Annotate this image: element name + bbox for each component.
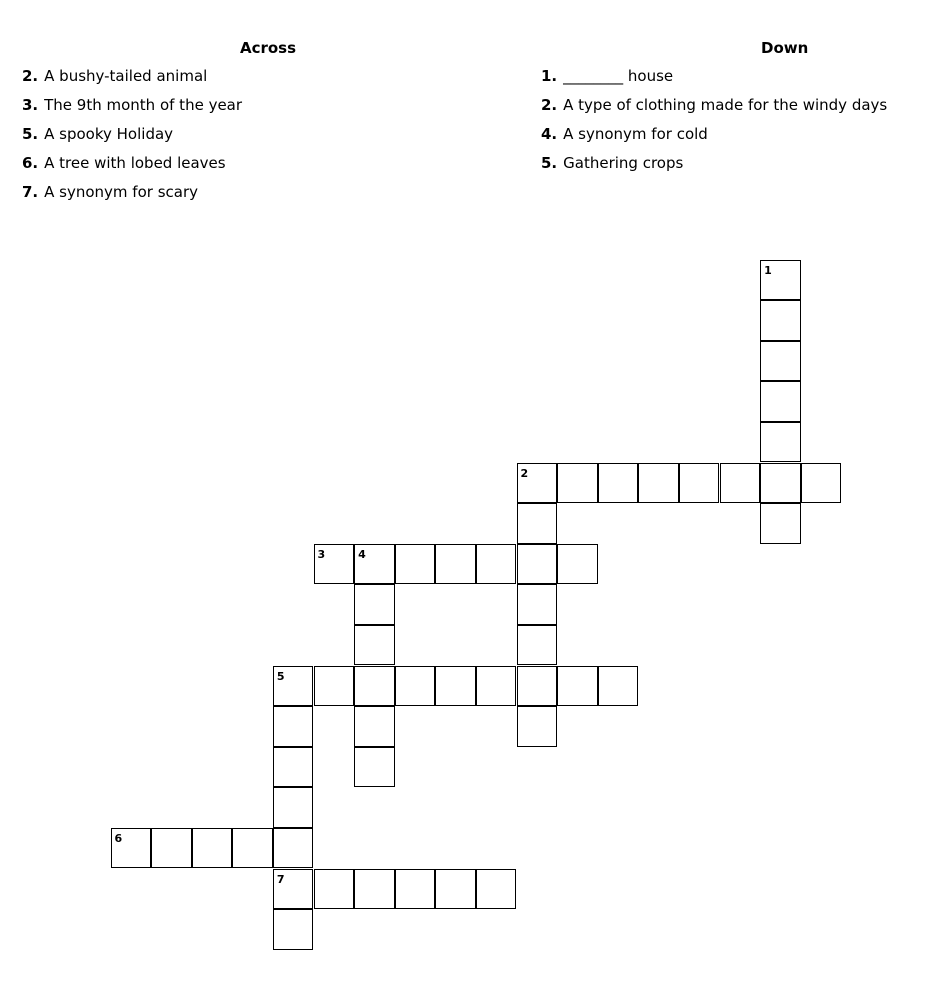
crossword-cell[interactable] (760, 300, 801, 341)
crossword-cell[interactable] (760, 341, 801, 382)
crossword-cell[interactable] (354, 666, 395, 707)
clue-number: 1. (541, 67, 558, 85)
crossword-cell[interactable] (192, 828, 233, 869)
crossword-cell[interactable] (720, 463, 761, 504)
cell-number: 2 (520, 466, 529, 480)
clue-text: A synonym for scary (44, 183, 199, 201)
crossword-cell[interactable] (760, 422, 801, 463)
crossword-cell[interactable] (273, 747, 314, 788)
crossword-cell[interactable] (517, 584, 558, 625)
cell-number: 1 (764, 263, 772, 277)
crossword-cell[interactable] (273, 828, 314, 869)
crossword-cell[interactable] (435, 544, 476, 585)
clue-text: A synonym for cold (563, 125, 708, 143)
crossword-cell[interactable] (517, 503, 558, 544)
crossword-cell[interactable] (598, 463, 639, 504)
clue-text: The 9th month of the year (44, 96, 243, 114)
crossword-cell[interactable] (273, 666, 314, 707)
crossword-cell[interactable] (314, 666, 355, 707)
crossword-cell[interactable] (354, 625, 395, 666)
crossword-cell[interactable] (476, 869, 517, 910)
crossword-cell[interactable] (517, 666, 558, 707)
clue-number: 5. (22, 125, 39, 143)
crossword-cell[interactable] (557, 666, 598, 707)
crossword-cell[interactable] (273, 869, 314, 910)
clue-text: A tree with lobed leaves (44, 154, 226, 172)
crossword-cell[interactable] (151, 828, 192, 869)
clue-number: 5. (541, 154, 558, 172)
clue-number: 2. (22, 67, 39, 85)
across-heading: Across (239, 39, 297, 57)
crossword-cell[interactable] (314, 544, 355, 585)
crossword-cell[interactable] (679, 463, 720, 504)
crossword-cell[interactable] (395, 544, 436, 585)
clue-number: 4. (541, 125, 558, 143)
crossword-cell[interactable] (517, 625, 558, 666)
clue-text: ________ house (563, 67, 674, 85)
crossword-cell[interactable] (476, 666, 517, 707)
crossword-cell[interactable] (354, 584, 395, 625)
crossword-cell[interactable] (395, 869, 436, 910)
cell-number: 3 (317, 547, 326, 561)
crossword-cell[interactable] (314, 869, 355, 910)
crossword-cell[interactable] (232, 828, 273, 869)
cell-number: 5 (276, 669, 285, 683)
clue-text: A type of clothing made for the windy days (563, 96, 888, 114)
crossword-cell[interactable] (517, 706, 558, 747)
down-heading: Down (761, 39, 809, 57)
crossword-cell[interactable] (557, 463, 598, 504)
clue-number: 2. (541, 96, 558, 114)
crossword-cell[interactable] (111, 828, 152, 869)
clue-number: 7. (22, 183, 39, 201)
crossword-cell[interactable] (638, 463, 679, 504)
crossword-cell[interactable] (760, 260, 801, 301)
crossword-cell[interactable] (801, 463, 842, 504)
cell-number: 6 (114, 831, 123, 845)
cell-number: 4 (358, 547, 366, 561)
crossword-cell[interactable] (354, 706, 395, 747)
clue-number: 6. (22, 154, 39, 172)
crossword-cell[interactable] (273, 706, 314, 747)
clue-number: 3. (22, 96, 39, 114)
crossword-cell[interactable] (760, 503, 801, 544)
crossword-cell[interactable] (598, 666, 639, 707)
crossword-cell[interactable] (395, 666, 436, 707)
crossword-cell[interactable] (273, 909, 314, 950)
clue-text: A bushy-tailed animal (44, 67, 208, 85)
clue-text: A spooky Holiday (44, 125, 174, 143)
crossword-cell[interactable] (435, 666, 476, 707)
crossword-cell[interactable] (557, 544, 598, 585)
crossword-cell[interactable] (435, 869, 476, 910)
crossword-cell[interactable] (517, 544, 558, 585)
crossword-cell[interactable] (354, 869, 395, 910)
crossword-cell[interactable] (476, 544, 517, 585)
crossword-cell[interactable] (354, 747, 395, 788)
clue-text: Gathering crops (563, 154, 684, 172)
cell-number: 7 (276, 872, 285, 886)
crossword-cell[interactable] (517, 463, 558, 504)
crossword-cell[interactable] (273, 787, 314, 828)
crossword-cell[interactable] (760, 463, 801, 504)
crossword-cell[interactable] (760, 381, 801, 422)
crossword-cell[interactable] (354, 544, 395, 585)
